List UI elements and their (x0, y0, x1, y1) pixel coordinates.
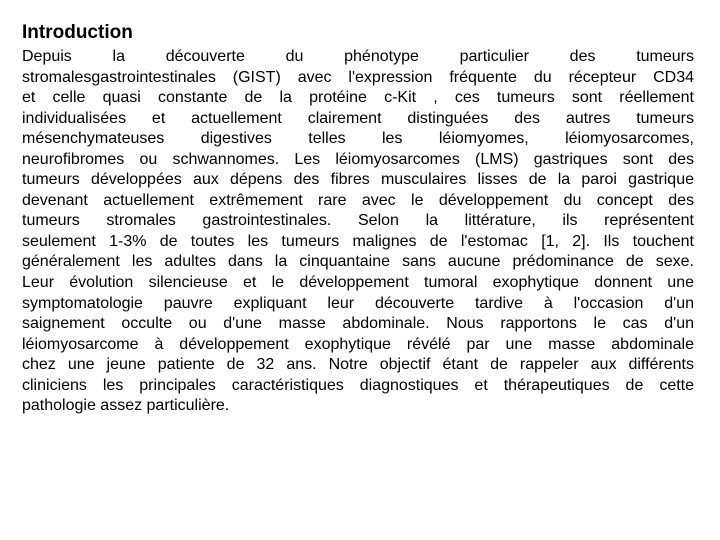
text-line: Depuis la découverte du phénotype particulier des tumeurs (22, 48, 694, 65)
text-line: seulement 1-3% de toutes les tumeurs malignes de l'estomac [1, 2]. Ils touchent (22, 232, 694, 250)
text-line: tumeurs développées aux dépens des fibres musculaires lisses de la paroi gastrique (22, 171, 694, 189)
text-line: cliniciens les principales caractéristiques diagnostiques et thérapeutiques de cette (22, 376, 694, 394)
text-line: saignement occulte ou d'une masse abdominale. Nous rapportons le cas d'un (22, 315, 694, 333)
text-line: stromalesgastrointestinales (GIST) avec l'expression fréquente du récepteur CD34 (22, 68, 694, 86)
text-line: pathologie assez particulière. (22, 397, 230, 415)
text-line: mésenchymateuses digestives telles les léiomyomes, léiomyosarcomes, (22, 130, 694, 148)
text-line: et celle quasi constante de la protéine c-Kit , ces tumeurs sont réellement (22, 89, 694, 107)
text-line: Leur évolution silencieuse et le développement tumoral exophytique donnent une (22, 274, 694, 292)
text-line: tumeurs stromales gastrointestinales. Selon la littérature, ils représentent (22, 212, 694, 230)
text-line: léiomyosarcome à développement exophytique révélé par une masse abdominale (22, 335, 694, 353)
section-heading: Introduction (22, 22, 133, 43)
text-line: devenant actuellement extrêmement rare avec le développement du concept des (22, 191, 694, 209)
paragraph (22, 47, 694, 417)
text-line: symptomatologie pauvre expliquant leur découverte tardive à l'occasion d'un (22, 294, 694, 312)
text-line: individualisées et actuellement clairement distinguées des autres tumeurs (22, 109, 694, 127)
text-line: neurofibromes ou schwannomes. Les léiomyosarcomes (LMS) gastriques sont des (22, 150, 694, 168)
text-line: généralement les adultes dans la cinquantaine sans aucune prédominance de sexe. (22, 253, 694, 271)
text-line: chez une jeune patiente de 32 ans. Notre objectif étant de rappeler aux différents (22, 356, 694, 374)
